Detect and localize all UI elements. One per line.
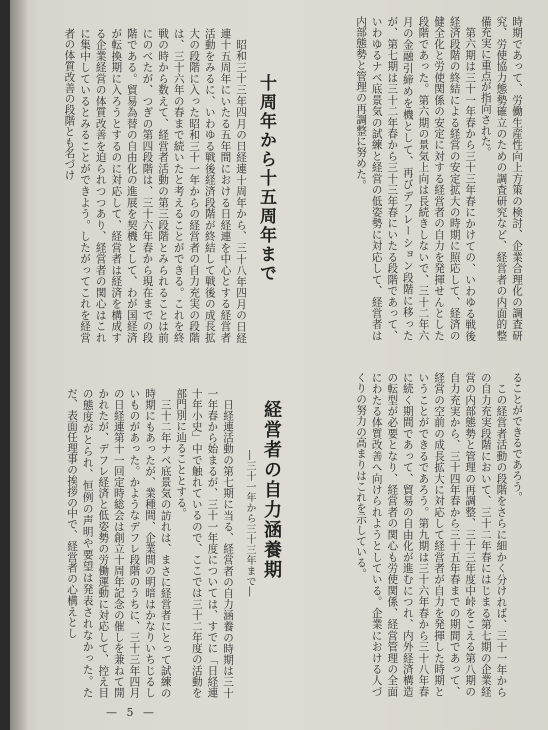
paragraph: ることができるであろう。 (511, 372, 523, 503)
lower-right-text (302, 372, 524, 697)
page-spine-shadow (10, 0, 28, 730)
section-subheading: ―三十一年から三十三年まで― (244, 450, 255, 597)
paragraph: 時期であって、労働生産性向上方策の検討、企業合理化の調査研究、労使協力態勢確立のための調査研究など、経営者の内面的整備充実に重点が指向された。 (479, 16, 523, 341)
paragraph: 昭和三十三年四月の日経連十周年から、三十八年四月の日経連十五周年にいたる五年間における日経連を中心とする経営者活動をみるに、いわゆる戦後経済段階が終結して戦後の成長拡大の段階に入った昭和三十一年からの経営者の自力充実の段階は、三十六年の春まで続いたと考えることができる。これを終戦の時から数えて、経営者活動の第三段階とみられることは前にのべたが、つぎの第四段階は、三十六年春から現在までの段階である。貿易為替の自由化の進展を契機として、わが国経済が転換期に入ろうとするのに対応して、経営者は経済を構成する企業経営の体質改善を迫られつつあり、経営者の関心はこれに集中しているとみることができよう。したがってこれを経営者の体質改善の段階とも名づけ (63, 28, 247, 343)
book-page (10, 0, 548, 730)
paragraph: 三十二年ナベ底景気の訪れは、まさに経営者にとって試練の時期にもあったが、業種間、企業間の明暗はかなりいちじるしいものがあった。かようなデフレ段階のうちに、三十三年四月の日経連第十一回定時総会は創立十周年記念の催しを兼ねて開かれたが、デフレ経済と低姿勢の労働運動に対応して、控え目の態度がとられ、恒例の声明や要望は発表されなかった。ただ、表面任理事の挨拶の中で、経営者の心構えとし (66, 388, 172, 698)
page-number: — 5 — (106, 706, 157, 719)
paragraph: 日経連活動の第七期に当る、経営者の自力涵養の時期は三十一年春から始まるが、三十一年度については、すでに「日経連十年小史」中で触れているので、ここでは三十二年度の活動を部門別に辿ることとする。 (175, 388, 234, 698)
upper-left-text (50, 28, 248, 343)
section-heading: 十周年から十五周年まで (256, 74, 276, 283)
lower-left-text (50, 388, 235, 698)
paragraph: 第六期は三十一年春から三十三年春にかけての、いわゆる戦後経済段階の終結による経営の安定拡大の時期に照応して、経済の健全化と労使関係の安定に対する経営者の自力を発揮せんとした段階であった。第六期の景気上向は長続きしないで、三十二年六月の金融引締めを機として、再びデフレーション段階に移ったが、第七期は三十二年春から三十三年春にいたる段階であって、いわゆるナベ底景気の試練と経営の低姿勢に対応して、経営者は内部態勢と管理の再調整に努めた。 (355, 16, 477, 341)
paragraph: この経営者活動の段階をさらに細かく分ければ、三十一年からの自力充実段階において、三十二年春にはじまる第七期の企業経営の内部態勢と管理の再調整、三十三年度中峠をこえる第八期の自力充実から、三十四年春から三十五年春までの期間であって、経営の空前の成長拡大に対応して経営者が自力を発揮した時期ということができるであろう。第九期は三十六年春から三十八年春に続く期間であって、貿易の自由化が進むにつれ、内外経済構造の転型が必要となり、経営者の関心も労使関係、経営管理の全面にわたる体質改善へ向けられようとしている。企業における人づくりの努力の高まりはこれを示している。 (355, 372, 508, 697)
upper-right-text (302, 16, 524, 341)
section-heading: 経営者の自力涵養期 (261, 400, 282, 580)
